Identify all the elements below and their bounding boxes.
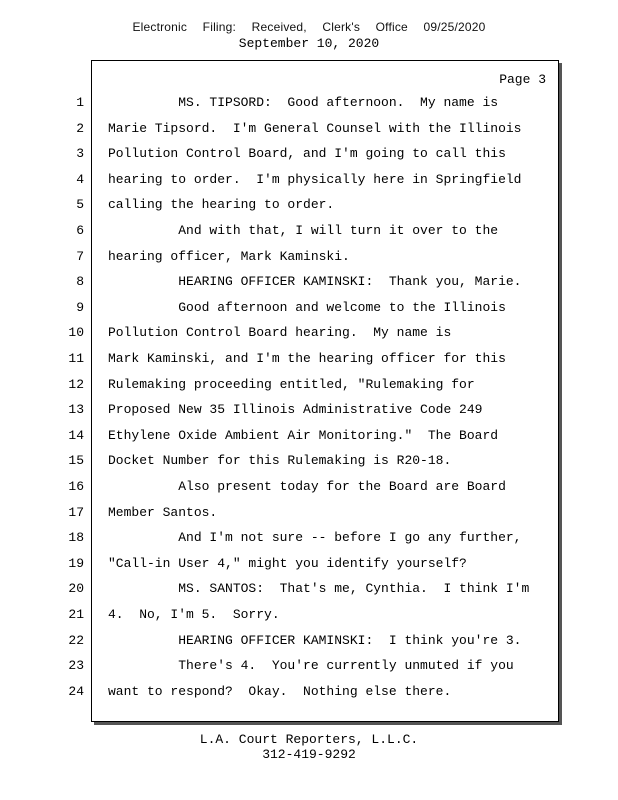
line-number: 24 <box>68 684 84 699</box>
transcript-line: MS. TIPSORD: Good afternoon. My name is <box>108 95 499 110</box>
transcript-line: Pollution Control Board hearing. My name is <box>108 325 452 340</box>
line-number: 23 <box>68 658 84 673</box>
line-number: 3 <box>76 146 84 161</box>
transcript-line: Rulemaking proceeding entitled, "Rulemaking for <box>108 377 475 392</box>
stamp-word: Electronic <box>132 20 188 34</box>
stamp-word: Received, <box>251 20 307 34</box>
line-number: 18 <box>68 530 84 545</box>
stamp-word: Clerk's <box>322 20 361 34</box>
transcript-line: hearing officer, Mark Kaminski. <box>108 249 350 264</box>
line-number: 14 <box>68 428 84 443</box>
line-number: 15 <box>68 453 84 468</box>
transcript-line: calling the hearing to order. <box>108 197 335 212</box>
transcript-line: There's 4. You're currently unmuted if you <box>108 658 514 673</box>
line-number: 16 <box>68 479 84 494</box>
line-number: 5 <box>76 197 84 212</box>
transcript-line: HEARING OFFICER KAMINSKI: I think you're 3. <box>108 633 522 648</box>
line-number: 20 <box>68 581 84 596</box>
footer <box>0 732 618 762</box>
line-number: 21 <box>68 607 84 622</box>
transcript-line: hearing to order. I'm physically here in Springfield <box>108 172 522 187</box>
transcript-line: Proposed New 35 Illinois Administrative Code 249 <box>108 402 483 417</box>
transcript-line: "Call-in User 4," might you identify yourself? <box>108 556 467 571</box>
line-number: 13 <box>68 402 84 417</box>
line-number: 4 <box>76 172 84 187</box>
stamp-word: Filing: <box>202 20 237 34</box>
line-number: 12 <box>68 377 84 392</box>
stamp-word: Office <box>375 20 408 34</box>
transcript-line: Ethylene Oxide Ambient Air Monitoring." The Board <box>108 428 499 443</box>
transcript-line: MS. SANTOS: That's me, Cynthia. I think I'm <box>108 581 530 596</box>
transcript-line: Mark Kaminski, and I'm the hearing officer for this <box>108 351 506 366</box>
line-number: 2 <box>76 121 84 136</box>
line-number: 11 <box>68 351 84 366</box>
transcript-line: Marie Tipsord. I'm General Counsel with the Illinois <box>108 121 522 136</box>
transcript-line: want to respond? Okay. Nothing else there. <box>108 684 452 699</box>
line-number: 1 <box>76 95 84 110</box>
filing-stamp <box>0 20 618 34</box>
line-number: 8 <box>76 274 84 289</box>
transcript-line: And with that, I will turn it over to the <box>108 223 499 238</box>
line-number: 9 <box>76 300 84 315</box>
transcript-line: Good afternoon and welcome to the Illinois <box>108 300 506 315</box>
reporter-phone: 312-419-9292 <box>262 747 356 762</box>
transcript-line: And I'm not sure -- before I go any further, <box>108 530 522 545</box>
transcript-line: Also present today for the Board are Board <box>108 479 506 494</box>
stamp-word: 09/25/2020 <box>423 20 486 34</box>
transcript-line: 4. No, I'm 5. Sorry. <box>108 607 280 622</box>
transcript-line: Docket Number for this Rulemaking is R20-18. <box>108 453 452 468</box>
line-number: 6 <box>76 223 84 238</box>
line-number: 10 <box>68 325 84 340</box>
page-number: Page 3 <box>499 72 546 87</box>
line-number: 19 <box>68 556 84 571</box>
line-number: 17 <box>68 505 84 520</box>
line-number: 7 <box>76 249 84 264</box>
reporter-company: L.A. Court Reporters, L.L.C. <box>199 732 419 747</box>
transcript-line: Member Santos. <box>108 505 218 520</box>
transcript-line: HEARING OFFICER KAMINSKI: Thank you, Marie. <box>108 274 522 289</box>
line-number: 22 <box>68 633 84 648</box>
hearing-date: September 10, 2020 <box>238 36 380 51</box>
transcript-line: Pollution Control Board, and I'm going to call this <box>108 146 506 161</box>
